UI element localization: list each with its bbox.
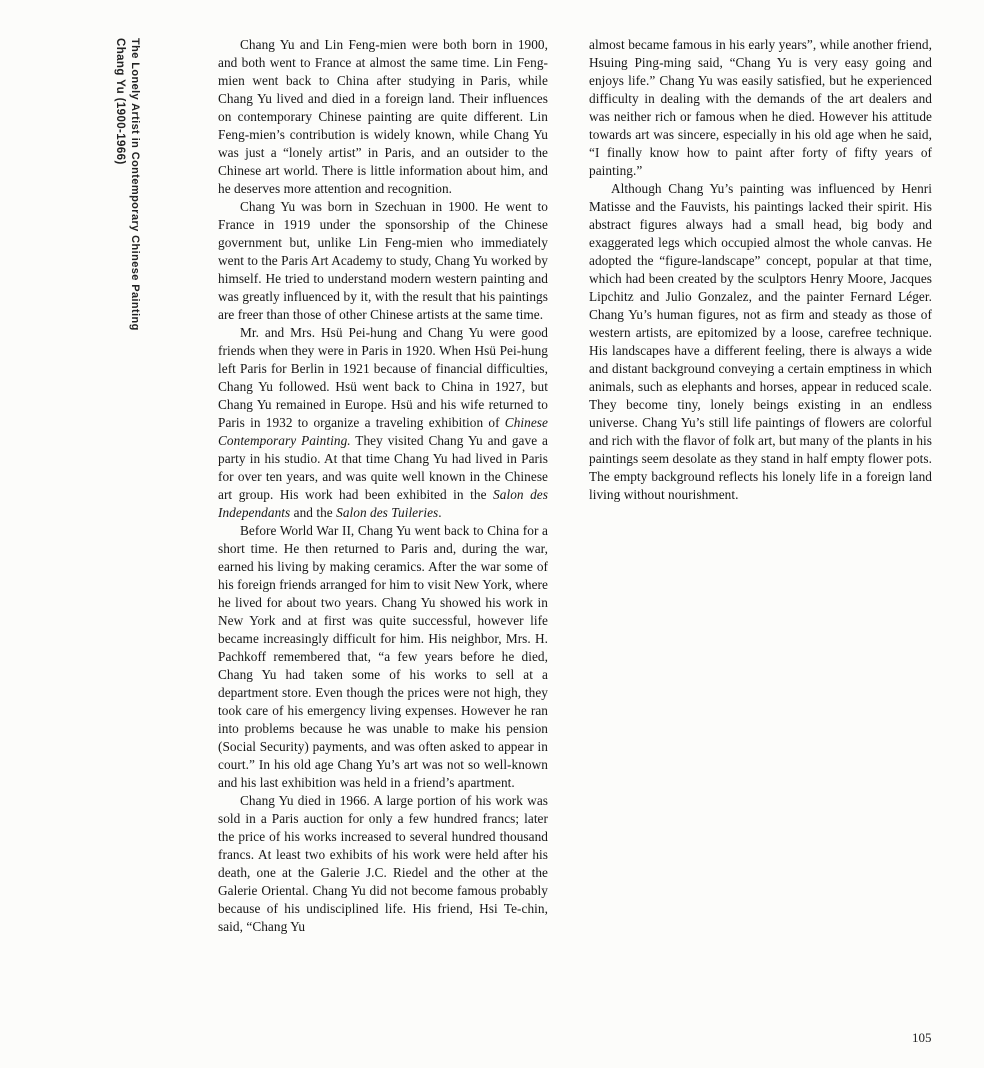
page-number: 105 — [912, 1030, 932, 1045]
body-text: and the — [290, 505, 337, 520]
body-text: almost became famous in his early years”, while another friend, Hsuing Ping-ming said, “Chang Yu is very easy going and enjoys life.” Chang Yu was easily satisfied, but he experienced difficulty in dealing with the demands of the art dealers and was neither rich or famous when he died. However his attitude towards art was sincere, especially in his old age when he said, “I finally know how to paint after forty of fifty years of painting.” — [589, 37, 932, 178]
paragraph — [218, 792, 548, 936]
right-column — [589, 36, 932, 504]
paragraph — [218, 36, 548, 198]
italic-text: Salon des Independants — [218, 487, 548, 520]
paragraph — [589, 180, 932, 504]
paragraph — [589, 36, 932, 180]
body-text: Chang Yu was born in Szechuan in 1900. He went to France in 1919 under the sponsorship of the Chinese government but, unlike Lin Feng-mien who immediately went to the Paris Art Academy to study, Chang Yu worked by himself. He tried to understand modern western painting and was greatly influenced by it, with the result that his paintings are freer than those of other Chinese artists at the same time. — [218, 199, 548, 322]
body-text: Before World War II, Chang Yu went back to China for a short time. He then returned to Paris and, during the war, earned his living by making ceramics. After the war some of his foreign friends arranged for him to visit New York, where he lived for about two years. Chang Yu showed his work in New York and at first was quite successful, however life became increasingly difficult for him. His neighbor, Mrs. H. Pachkoff remembered that, “a few years before he died, Chang Yu had taken some of his works to sell at a department store. Even though the prices were not high, they took care of his emergency living expenses. However he ran into problems because he was unable to make his pension (Social Security) payments, and was often asked to appear in court.” In his old age Chang Yu’s art was not so well-known and his last exhibition was held in a friend’s apartment. — [218, 523, 548, 790]
italic-text: Chinese Contemporary Painting. — [218, 415, 548, 448]
body-text: Chang Yu died in 1966. A large portion of his work was sold in a Paris auction for only a few hundred francs; later the price of his works increased to several hundred thousand francs. At least two exhibits of his work were held after his death, one at the Galerie J.C. Riedel and the other at the Galerie Oriental. Chang Yu did not become famous probably because of his undisciplined life. His friend, Hsi Te-chin, said, “Chang Yu — [218, 793, 548, 934]
italic-text: Salon des Tuileries — [336, 505, 439, 520]
left-column — [218, 36, 548, 936]
body-text: . — [438, 505, 442, 520]
paragraph — [218, 198, 548, 324]
body-text: Mr. and Mrs. Hsü Pei-hung and Chang Yu were good friends when they were in Paris in 1920. When Hsü Pei-hung left Paris for Berlin in 1921 because of financial difficulties, Chang Yu followed. Hsü went back to China in 1927, but Chang Yu remained in Europe. Hsü and his wife returned to Paris in 1932 to organize a traveling exhibition of — [218, 325, 548, 430]
chapter-subtitle: The Lonely Artist in Contemporary Chinese Painting — [129, 38, 141, 331]
body-text: They visited Chang Yu and gave a party in his studio. At that time Chang Yu had lived in Paris for over ten years, and was quite well known in the Chinese art group. His work had been exhibited in the — [218, 433, 549, 502]
paragraph — [218, 522, 548, 792]
body-text: Although Chang Yu’s painting was influenced by Henri Matisse and the Fauvists, his paintings lacked their spirit. His abstract figures always had a small head, big body and exaggerated legs which occupied almost the whole canvas. He adopted the “figure-landscape” concept, popular at that time, which had been created by the sculptors Henry Moore, Jacques Lipchitz and Julio Gonzalez, and the painter Fernard Léger. Chang Yu’s human figures, not as firm and steady as those of western artists, are epitomized by a loose, carefree technique. His landscapes have a different feeling, there is always a wide and distant background conveying a certain emptiness in which animals, such as elephants and horses, appear in reduced scale. They become tiny, lonely beings existing in an endless universe. Chang Yu’s still life paintings of flowers are colorful and rich with the flavor of folk art, but many of the plants in his paintings seem desolate as they stand in half empty flower pots. The empty background reflects his lonely life in a foreign land living without nourishment. — [589, 181, 932, 502]
chapter-title: Chang Yu (1900-1966) — [114, 38, 126, 165]
paragraph — [218, 324, 548, 522]
chapter-heading — [112, 38, 142, 438]
body-text: Chang Yu and Lin Feng-mien were both born in 1900, and both went to France at almost the same time. Lin Feng-mien went back to China after studying in Paris, while Chang Yu lived and died in a foreign land. Their influences on contemporary Chinese painting are quite different. Lin Feng-mien’s contribution is widely known, while Chang Yu was just a “lonely artist” in Paris, and an outsider to the Chinese art world. There is little information about him, and he deserves more attention and recognition. — [218, 37, 548, 196]
